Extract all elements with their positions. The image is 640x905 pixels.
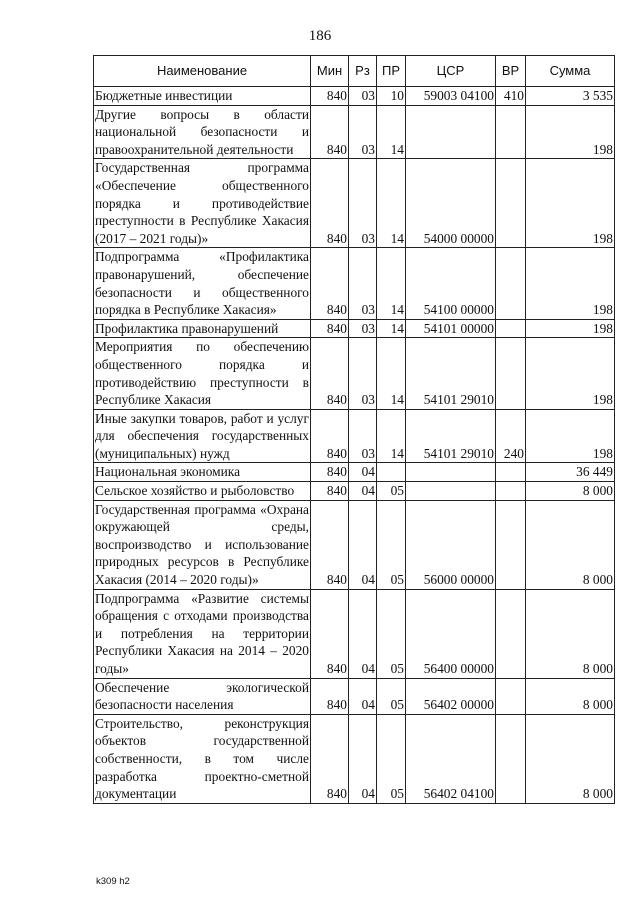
cell-name: Сельское хозяйство и рыболовство [94,482,311,501]
footer-code: k309 h2 [96,876,130,887]
header-csr: ЦСР [406,56,496,87]
cell-rz: 04 [349,714,377,803]
cell-min: 840 [311,409,349,463]
budget-table [93,55,615,804]
cell-rz: 03 [349,409,377,463]
header-rz: Рз [349,56,377,87]
cell-rz: 04 [349,463,377,482]
cell-pr: 05 [377,589,406,678]
cell-name: Государственная программа «Обеспечение общественного порядка и противодействие преступности в Республике Хакасия (2017 – 2021 годы)» [94,159,311,248]
cell-name: Национальная экономика [94,463,311,482]
table-row [94,87,615,106]
table-row [94,482,615,501]
header-pr: ПР [377,56,406,87]
cell-name: Государственная программа «Охрана окружающей среды, воспроизводство и использование природных ресурсов в Республике Хакасия (2014 – 2020 годы)» [94,500,311,589]
cell-vr [496,319,526,338]
cell-csr [406,482,496,501]
cell-pr: 14 [377,248,406,319]
cell-pr: 05 [377,482,406,501]
cell-min: 840 [311,319,349,338]
cell-rz: 03 [349,338,377,409]
cell-rz: 04 [349,589,377,678]
cell-min: 840 [311,714,349,803]
cell-vr: 240 [496,409,526,463]
cell-vr [496,159,526,248]
cell-pr: 05 [377,714,406,803]
cell-sum: 8 000 [526,500,615,589]
cell-vr [496,482,526,501]
cell-name: Строительство, реконструкция объектов государственной собственности, в том числе разработка проектно-сметной документации [94,714,311,803]
cell-min: 840 [311,248,349,319]
cell-min: 840 [311,500,349,589]
cell-rz: 03 [349,248,377,319]
cell-vr [496,463,526,482]
cell-rz: 03 [349,159,377,248]
cell-rz: 04 [349,678,377,714]
cell-vr [496,500,526,589]
cell-vr [496,338,526,409]
cell-name: Подпрограмма «Развитие системы обращения с отходами производства и потребления на территории Республики Хакасия на 2014 – 2020 годы» [94,589,311,678]
header-sum: Сумма [526,56,615,87]
cell-rz: 03 [349,105,377,159]
header-name: Наименование [94,56,311,87]
cell-rz: 04 [349,500,377,589]
cell-min: 840 [311,678,349,714]
cell-name: Подпрограмма «Профилактика правонарушений, обеспечение безопасности и общественного порядка в Республике Хакасия» [94,248,311,319]
cell-name: Мероприятия по обеспечению общественного порядка и противодействию преступности в Республике Хакасия [94,338,311,409]
cell-name: Иные закупки товаров, работ и услуг для обеспечения государственных (муниципальных) нужд [94,409,311,463]
cell-pr: 14 [377,319,406,338]
cell-vr [496,678,526,714]
table-body [94,87,615,804]
cell-csr [406,463,496,482]
cell-rz: 04 [349,482,377,501]
cell-rz: 03 [349,87,377,106]
cell-sum: 198 [526,105,615,159]
header-min: Мин [311,56,349,87]
table-row [94,500,615,589]
table-row [94,589,615,678]
cell-min: 840 [311,589,349,678]
cell-min: 840 [311,463,349,482]
cell-vr [496,248,526,319]
cell-csr [406,105,496,159]
cell-csr: 59003 04100 [406,87,496,106]
cell-csr: 56402 00000 [406,678,496,714]
cell-name: Обеспечение экологической безопасности населения [94,678,311,714]
cell-min: 840 [311,338,349,409]
table-row [94,159,615,248]
table-row [94,463,615,482]
table-row [94,338,615,409]
cell-csr: 54000 00000 [406,159,496,248]
cell-min: 840 [311,87,349,106]
cell-sum: 198 [526,319,615,338]
cell-sum: 198 [526,338,615,409]
cell-rz: 03 [349,319,377,338]
cell-csr: 54101 00000 [406,319,496,338]
cell-csr: 54100 00000 [406,248,496,319]
header-row [94,56,615,87]
cell-pr: 05 [377,500,406,589]
cell-pr: 14 [377,105,406,159]
cell-pr [377,463,406,482]
table-row [94,105,615,159]
cell-sum: 8 000 [526,589,615,678]
table-row [94,248,615,319]
page-number: 186 [308,28,332,44]
cell-name: Другие вопросы в области национальной безопасности и правоохранительной деятельности [94,105,311,159]
cell-csr: 54101 29010 [406,338,496,409]
table-row [94,714,615,803]
cell-pr: 14 [377,338,406,409]
table-row [94,678,615,714]
cell-min: 840 [311,159,349,248]
table-row [94,409,615,463]
cell-pr: 10 [377,87,406,106]
cell-pr: 05 [377,678,406,714]
cell-pr: 14 [377,409,406,463]
cell-vr [496,714,526,803]
table-row [94,319,615,338]
cell-sum: 198 [526,409,615,463]
cell-sum: 198 [526,248,615,319]
cell-pr: 14 [377,159,406,248]
cell-name: Бюджетные инвестиции [94,87,311,106]
header-vr: ВР [496,56,526,87]
cell-csr: 54101 29010 [406,409,496,463]
cell-csr: 56402 04100 [406,714,496,803]
cell-name: Профилактика правонарушений [94,319,311,338]
cell-csr: 56400 00000 [406,589,496,678]
cell-vr: 410 [496,87,526,106]
cell-min: 840 [311,105,349,159]
cell-sum: 8 000 [526,678,615,714]
cell-min: 840 [311,482,349,501]
cell-vr [496,589,526,678]
cell-sum: 198 [526,159,615,248]
cell-sum: 8 000 [526,714,615,803]
cell-sum: 8 000 [526,482,615,501]
cell-csr: 56000 00000 [406,500,496,589]
cell-vr [496,105,526,159]
cell-sum: 3 535 [526,87,615,106]
cell-sum: 36 449 [526,463,615,482]
